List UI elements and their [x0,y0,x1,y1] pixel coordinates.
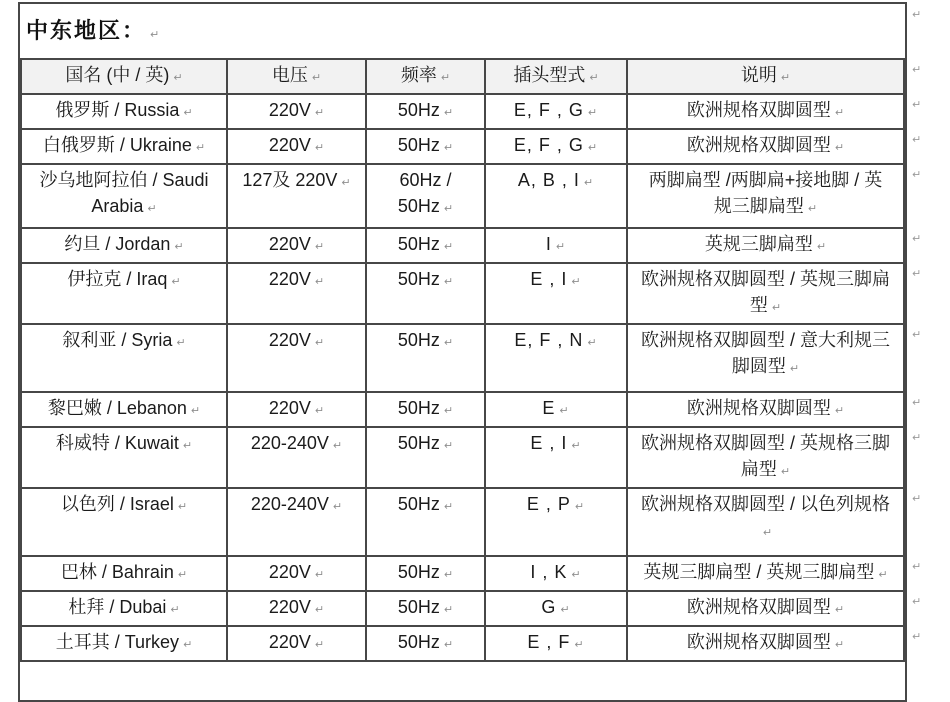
frequency-value: 50Hz [397,562,440,582]
voltage-value: 220V [268,330,311,350]
frequency-value: 50Hz [397,330,440,350]
frequency-value: 50Hz [397,632,440,652]
paragraph-mark-icon: ↵ [195,142,206,154]
end-of-row-mark-icon: ↵ [912,9,922,21]
paragraph-mark-icon: ↵ [443,203,454,215]
paragraph-mark-icon: ↵ [314,276,325,288]
paragraph-mark-icon: ↵ [571,276,582,288]
voltage-value: 220V [268,269,311,289]
paragraph-mark-icon: ↵ [443,604,454,616]
table-row [21,164,904,228]
frequency-value: 50Hz [397,433,440,453]
voltage-cell [227,263,366,324]
country-cell [21,427,227,488]
frequency-cell [366,556,485,591]
column-header-country [21,59,227,94]
paragraph-mark-icon: ↵ [183,639,193,651]
voltage-cell [227,324,366,392]
country-cell [21,626,227,661]
paragraph-mark-icon: ↵ [571,440,582,452]
table-row [21,488,904,556]
frequency-cell [366,228,485,263]
country-cell [21,94,227,129]
paragraph-mark-icon: ↵ [559,405,570,417]
description-value: 欧洲规格双脚圆型 / 英规三脚扁型 [640,269,890,315]
paragraph-mark-icon: ↵ [443,639,454,651]
paragraph-mark-icon: ↵ [147,203,157,215]
plug-cell [485,263,627,324]
column-header-voltage [227,59,366,94]
paragraph-mark-icon: ↵ [878,569,888,581]
paragraph-mark-icon: ↵ [171,276,181,288]
paragraph-mark-icon: ↵ [190,405,201,417]
end-of-row-mark-icon: ↵ [912,99,922,111]
country-cell [21,324,227,392]
paragraph-mark-icon: ↵ [443,142,454,154]
paragraph-mark-icon: ↵ [314,142,325,154]
voltage-cell [227,556,366,591]
end-of-row-mark-icon: ↵ [912,493,922,505]
paragraph-mark-icon: ↵ [807,203,818,215]
frequency-cell [366,263,485,324]
country-value: 沙乌地阿拉伯 / Saudi Arabia [39,170,209,216]
description-cell [627,626,904,661]
header-label: 电压 [271,65,308,85]
country-cell [21,263,227,324]
paragraph-mark-icon: ↵ [314,107,325,119]
paragraph-mark-icon: ↵ [150,29,160,41]
description-value: 英规三脚扁型 [704,234,813,254]
table-row [21,228,904,263]
paragraph-mark-icon: ↵ [177,501,188,513]
country-value: 以色列 / Israel [60,494,174,514]
frequency-cell [366,626,485,661]
paragraph-mark-icon: ↵ [834,107,845,119]
table-row [21,626,904,661]
voltage-value: 127及 220V [242,170,338,190]
plug-value: E, F , G [513,135,584,155]
frequency-value: 50Hz [397,597,440,617]
plug-value: A, B , I [517,170,580,190]
frequency-value: 50Hz [397,398,440,418]
paragraph-mark-icon: ↵ [182,440,193,452]
voltage-cell [227,129,366,164]
frequency-cell [366,324,485,392]
paragraph-mark-icon: ↵ [789,363,800,375]
description-cell [627,488,904,556]
plug-value: E , I [530,269,568,289]
paragraph-mark-icon: ↵ [440,72,451,84]
country-value: 白俄罗斯 / Ukraine [42,135,192,155]
plug-value: E, F , N [514,330,584,350]
column-header-plug [485,59,627,94]
paragraph-mark-icon: ↵ [173,72,183,84]
paragraph-mark-icon: ↵ [443,569,454,581]
table-row [21,129,904,164]
plug-cell [485,626,627,661]
country-cell [21,228,227,263]
paragraph-mark-icon: ↵ [332,501,343,513]
country-value: 俄罗斯 / Russia [55,100,180,120]
plug-cell [485,324,627,392]
description-cell [627,591,904,626]
voltage-cell [227,392,366,427]
paragraph-mark-icon: ↵ [834,639,845,651]
voltage-cell [227,591,366,626]
country-value: 约旦 / Jordan [64,234,171,254]
paragraph-mark-icon: ↵ [314,639,325,651]
paragraph-mark-icon: ↵ [574,501,586,513]
header-label: 国名 (中 / 英) [65,65,170,85]
paragraph-mark-icon: ↵ [311,72,322,84]
header-label: 说明 [740,65,777,85]
frequency-value: 50Hz [397,494,440,514]
paragraph-mark-icon: ↵ [589,72,599,84]
description-value: 英规三脚扁型 / 英规三脚扁型 [643,562,875,582]
paragraph-mark-icon: ↵ [834,142,845,154]
paragraph-mark-icon: ↵ [183,107,193,119]
description-cell [627,427,904,488]
paragraph-mark-icon: ↵ [762,527,773,539]
plug-value: E , P [526,494,571,514]
table-row [21,392,904,427]
plug-cell [485,556,627,591]
title-line [20,4,905,58]
power-standards-table [20,58,905,662]
country-cell [21,488,227,556]
end-of-row-mark-icon: ↵ [912,397,922,409]
end-of-row-mark-icon: ↵ [912,329,922,341]
description-value: 两脚扁型 /两脚扁+接地脚 / 英规三脚扁型 [648,170,883,216]
paragraph-mark-icon: ↵ [816,241,827,253]
description-value: 欧洲规格双脚圆型 [686,597,831,617]
end-of-row-mark-icon: ↵ [912,169,922,181]
table-row [21,591,904,626]
paragraph-mark-icon: ↵ [834,405,845,417]
frequency-cell [366,164,485,228]
voltage-value: 220V [268,398,311,418]
voltage-cell [227,488,366,556]
paragraph-mark-icon: ↵ [176,337,186,349]
paragraph-mark-icon: ↵ [177,569,188,581]
plug-cell [485,164,627,228]
voltage-cell [227,94,366,129]
voltage-value: 220-240V [250,433,329,453]
voltage-cell [227,626,366,661]
frequency-value: 50Hz [397,135,440,155]
voltage-value: 220V [268,135,311,155]
description-cell [627,324,904,392]
country-cell [21,164,227,228]
plug-value: E , I [530,433,568,453]
paragraph-mark-icon: ↵ [174,241,184,253]
country-value: 黎巴嫩 / Lebanon [47,398,187,418]
frequency-cell [366,129,485,164]
paragraph-mark-icon: ↵ [443,405,454,417]
frequency-value: 50Hz [397,269,440,289]
table-row [21,427,904,488]
plug-cell [485,94,627,129]
paragraph-mark-icon: ↵ [314,604,325,616]
description-value: 欧洲规格双脚圆型 / 以色列规格 [640,494,890,514]
paragraph-mark-icon: ↵ [314,569,325,581]
plug-value: E, F , G [513,100,584,120]
frequency-value: 60Hz / 50Hz [397,170,452,216]
voltage-value: 220V [268,100,311,120]
paragraph-mark-icon: ↵ [587,107,599,119]
country-value: 伊拉克 / Iraq [67,269,168,289]
column-header-frequency [366,59,485,94]
description-cell [627,164,904,228]
end-of-row-mark-icon: ↵ [912,268,922,280]
plug-value: I , K [530,562,568,582]
column-header-description [627,59,904,94]
country-value: 科威特 / Kuwait [55,433,179,453]
paragraph-mark-icon: ↵ [574,639,585,651]
plug-value: G [541,597,557,617]
voltage-value: 220V [268,597,311,617]
voltage-value: 220V [268,562,311,582]
voltage-cell [227,164,366,228]
paragraph-mark-icon: ↵ [780,466,791,478]
frequency-cell [366,488,485,556]
plug-cell [485,129,627,164]
voltage-value: 220V [268,234,311,254]
voltage-value: 220-240V [250,494,329,514]
table-row [21,94,904,129]
plug-value: I [545,234,552,254]
paragraph-mark-icon: ↵ [443,501,454,513]
end-of-row-mark-icon: ↵ [912,631,922,643]
voltage-value: 220V [268,632,311,652]
paragraph-mark-icon: ↵ [771,302,782,314]
frequency-value: 50Hz [397,234,440,254]
table-row [21,324,904,392]
paragraph-mark-icon: ↵ [341,177,351,189]
country-value: 土耳其 / Turkey [55,632,180,652]
paragraph-mark-icon: ↵ [587,142,599,154]
table-row [21,263,904,324]
paragraph-mark-icon: ↵ [443,241,454,253]
plug-value: E , F [527,632,571,652]
end-of-row-mark-icon: ↵ [912,432,922,444]
end-of-row-mark-icon: ↵ [912,134,922,146]
frequency-value: 50Hz [397,100,440,120]
paragraph-mark-icon: ↵ [583,177,595,189]
end-of-row-mark-icon: ↵ [912,233,922,245]
paragraph-mark-icon: ↵ [443,337,454,349]
paragraph-mark-icon: ↵ [560,604,571,616]
paragraph-mark-icon: ↵ [314,241,325,253]
plug-cell [485,488,627,556]
description-cell [627,556,904,591]
voltage-cell [227,228,366,263]
description-value: 欧洲规格双脚圆型 / 英规格三脚扁型 [640,433,890,479]
country-value: 叙利亚 / Syria [62,330,173,350]
description-value: 欧洲规格双脚圆型 [686,135,831,155]
description-value: 欧洲规格双脚圆型 / 意大利规三脚圆型 [640,330,890,376]
paragraph-mark-icon: ↵ [443,440,454,452]
description-cell [627,392,904,427]
paragraph-mark-icon: ↵ [555,241,567,253]
plug-cell [485,392,627,427]
plug-value: E [542,398,556,418]
frequency-cell [366,427,485,488]
description-value: 欧洲规格双脚圆型 [686,398,831,418]
header-label: 插头型式 [513,65,586,85]
paragraph-mark-icon: ↵ [587,337,598,349]
paragraph-mark-icon: ↵ [443,107,454,119]
header-label: 频率 [400,65,437,85]
description-cell [627,228,904,263]
paragraph-mark-icon: ↵ [170,604,180,616]
paragraph-mark-icon: ↵ [780,72,791,84]
country-value: 巴林 / Bahrain [60,562,174,582]
paragraph-mark-icon: ↵ [332,440,343,452]
end-of-row-mark-icon: ↵ [912,596,922,608]
plug-cell [485,228,627,263]
paragraph-mark-icon: ↵ [314,337,325,349]
paragraph-mark-icon: ↵ [443,276,454,288]
description-value: 欧洲规格双脚圆型 [686,100,831,120]
paragraph-mark-icon: ↵ [314,405,325,417]
frequency-cell [366,591,485,626]
description-value: 欧洲规格双脚圆型 [686,632,831,652]
end-of-row-mark-icon: ↵ [912,561,922,573]
country-value: 杜拜 / Dubai [68,597,167,617]
plug-cell [485,591,627,626]
country-cell [21,591,227,626]
plug-cell [485,427,627,488]
description-cell [627,129,904,164]
paragraph-mark-icon: ↵ [834,604,845,616]
country-cell [21,129,227,164]
country-cell [21,556,227,591]
document-section [18,2,907,702]
description-cell [627,263,904,324]
paragraph-mark-icon: ↵ [571,569,582,581]
frequency-cell [366,94,485,129]
country-cell [21,392,227,427]
voltage-cell [227,427,366,488]
frequency-cell [366,392,485,427]
section-title: 中东地区： [26,18,147,43]
header-row [21,59,904,94]
table-row [21,556,904,591]
description-cell [627,94,904,129]
end-of-row-mark-icon: ↵ [912,64,922,76]
